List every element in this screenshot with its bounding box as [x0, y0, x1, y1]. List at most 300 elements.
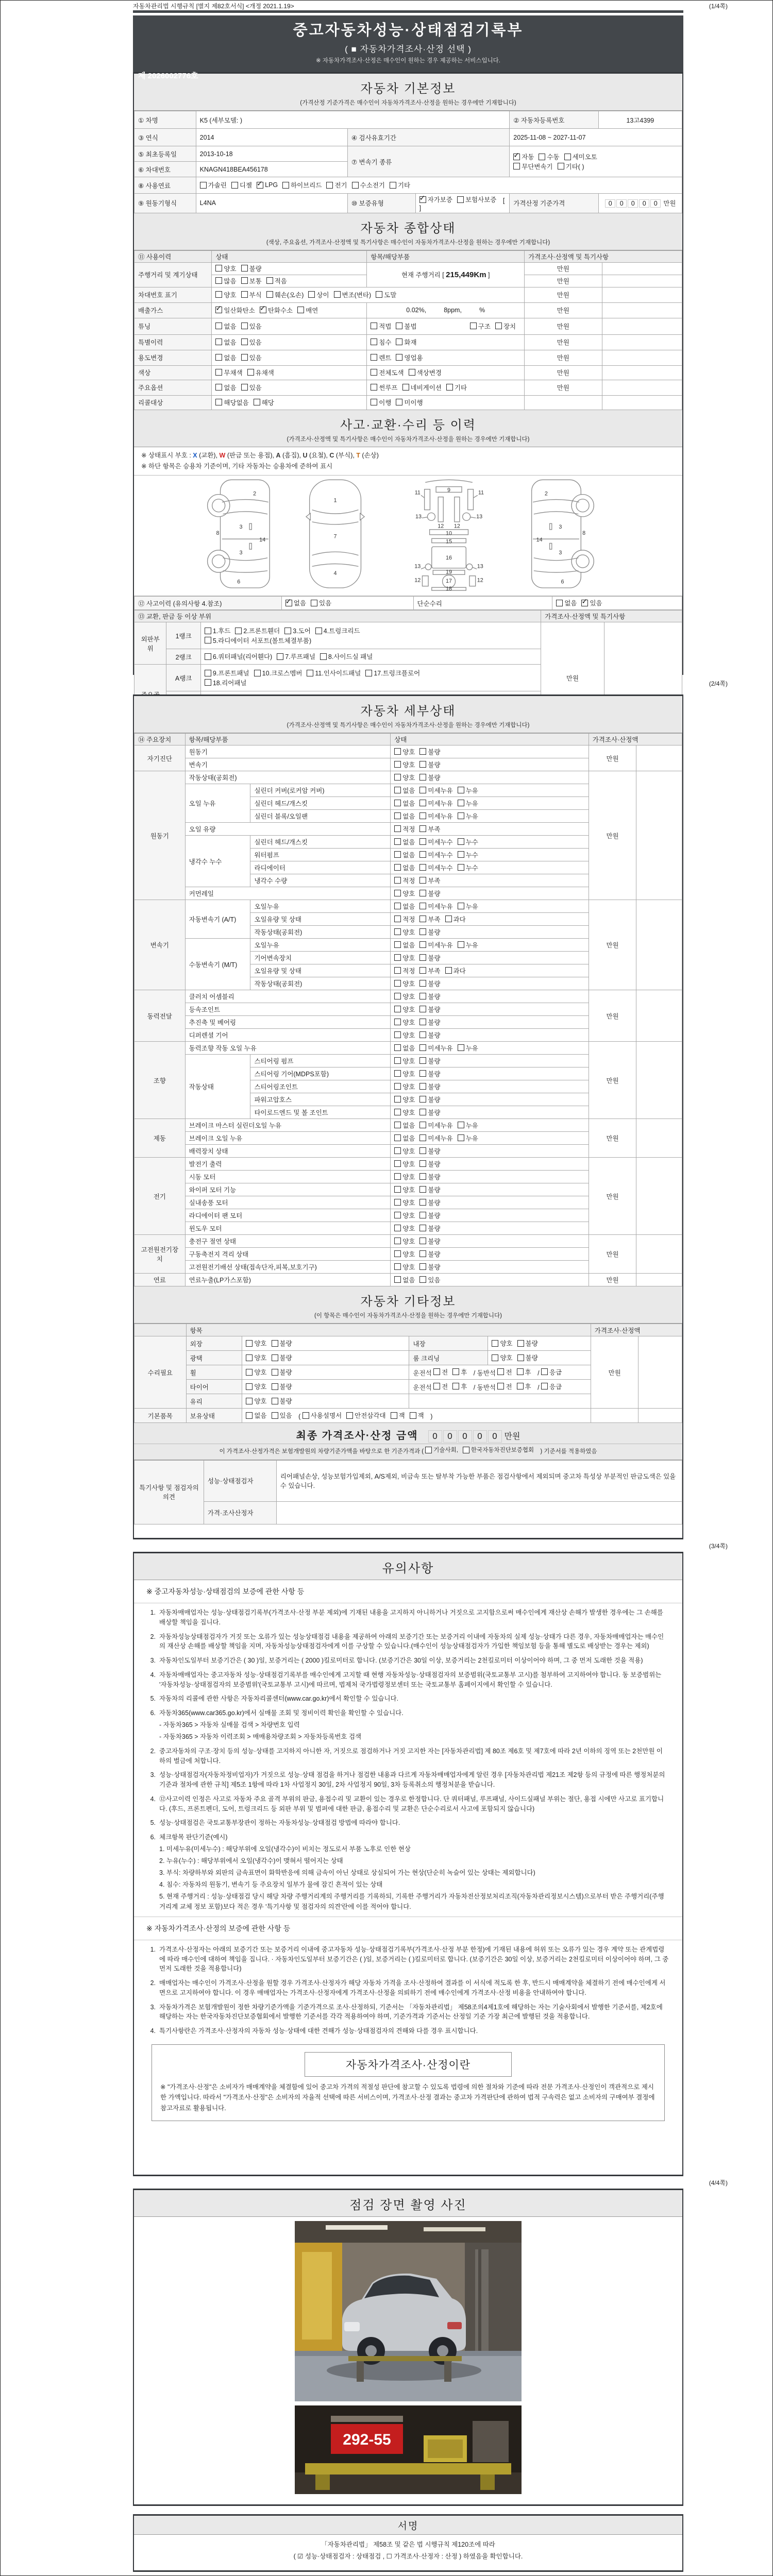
checkbox-label: 해당 [261, 399, 274, 406]
checkbox-option[interactable] [419, 902, 452, 911]
checkbox-option[interactable] [394, 850, 415, 859]
checkbox-option[interactable] [247, 368, 274, 377]
checkbox-option[interactable] [394, 1236, 415, 1246]
checkbox-option[interactable] [394, 1056, 415, 1065]
checkbox-option[interactable] [394, 1121, 415, 1130]
checkbox-option[interactable] [513, 152, 534, 161]
status-options [212, 365, 367, 380]
checkbox-option[interactable] [394, 1185, 415, 1194]
checkbox-option[interactable] [458, 837, 478, 846]
checkbox-option[interactable] [581, 598, 602, 607]
checkbox-option[interactable] [371, 383, 397, 392]
checkbox-icon [394, 825, 401, 832]
checkbox-icon [394, 1083, 401, 1090]
checkbox-option[interactable] [394, 1224, 415, 1233]
checkbox-option[interactable] [497, 1382, 512, 1391]
item-label: 타이어 [186, 1380, 242, 1394]
checkbox-option[interactable] [205, 626, 231, 635]
notice-item: 6. 자동차365(www.car365.go.kr)에서 실매물 조회 및 정비이력 확인을 확인할 수 있습니다. - 자동차365 > 자동차 실매물 검색 > 차량번호 입력 - 자동차365 > 자동차 이력조회 > 매매용차량조회 > 자동차등록번호 검색 [147, 1708, 669, 1742]
checkbox-option[interactable] [458, 1133, 478, 1143]
checkbox-option[interactable] [246, 1367, 266, 1377]
checkbox-option[interactable] [215, 337, 236, 347]
checkbox-icon [457, 196, 464, 203]
checkbox-icon [394, 774, 401, 781]
price-cell: 만원 [589, 745, 636, 771]
checkbox-option[interactable] [541, 1367, 562, 1377]
diagram-number: 1 [333, 497, 337, 504]
checkbox-icon [371, 323, 377, 329]
checkbox-option[interactable] [419, 1172, 440, 1181]
checkbox-option[interactable] [419, 1121, 452, 1130]
checkbox-option[interactable] [419, 1082, 440, 1091]
checkbox-option[interactable] [272, 1411, 292, 1420]
checkbox-option[interactable] [394, 1198, 415, 1207]
item-label: 실린더 커버(로커암 커버) [250, 784, 391, 797]
checkbox-option[interactable] [452, 1382, 467, 1391]
checkbox-option[interactable] [458, 1043, 478, 1053]
checkbox-icon [215, 384, 222, 391]
checkbox-option[interactable] [257, 181, 278, 189]
checkbox-option[interactable] [394, 1133, 415, 1143]
checkbox-option[interactable] [272, 1338, 292, 1348]
checkbox-option[interactable] [419, 940, 452, 950]
checkbox-option[interactable] [282, 180, 322, 190]
checkbox-option[interactable] [391, 1411, 405, 1420]
checkbox-option[interactable] [394, 811, 415, 821]
checkbox-option[interactable] [394, 1095, 415, 1104]
checkbox-icon [394, 1134, 401, 1141]
checkbox-icon [458, 800, 464, 806]
state-code-legend [134, 447, 682, 476]
engine-type-value: L4NA [196, 194, 347, 213]
checkbox-option[interactable] [419, 1056, 440, 1065]
checkbox-option[interactable] [394, 1069, 415, 1078]
checkbox-option[interactable] [419, 1236, 440, 1246]
checkbox-label: 있음 [249, 338, 262, 346]
checkbox-option[interactable] [394, 786, 415, 795]
checkbox-option[interactable] [517, 1338, 538, 1348]
checkbox-option[interactable] [419, 927, 440, 937]
checkbox-option[interactable] [390, 180, 410, 190]
remark-cell [602, 287, 682, 302]
item-label: 커먼레일 [185, 887, 391, 900]
checkbox-option[interactable] [458, 1121, 478, 1130]
checkbox-option[interactable] [394, 1159, 415, 1168]
checkbox-option[interactable] [246, 1338, 266, 1348]
item-label: 작동상태(공회전) [250, 926, 391, 939]
checkbox-option[interactable] [470, 321, 491, 331]
remark-cell [602, 350, 682, 365]
checkbox-option[interactable] [352, 180, 385, 190]
checkbox-option[interactable] [419, 1095, 440, 1104]
checkbox-option[interactable] [419, 850, 452, 859]
checkbox-icon [458, 838, 464, 845]
checkbox-option[interactable] [419, 953, 440, 962]
checkbox-option[interactable] [394, 1082, 415, 1091]
checkbox-icon [452, 1383, 459, 1389]
checkbox-option[interactable] [215, 321, 236, 331]
checkbox-option[interactable] [396, 398, 423, 407]
checkbox-option[interactable] [307, 668, 361, 677]
checkbox-label: 불량 [428, 1147, 441, 1155]
checkbox-option[interactable] [371, 321, 391, 331]
checkbox-option[interactable] [513, 162, 552, 171]
item-label: 라디에이터 [250, 861, 391, 874]
diagram-number: 2 [544, 490, 548, 497]
status-options [391, 1016, 589, 1029]
price-cell: 만원 [525, 287, 602, 302]
checkbox-option[interactable] [419, 1159, 440, 1168]
checkbox-option[interactable] [241, 290, 262, 299]
checkbox-icon [247, 369, 254, 376]
checkbox-option[interactable] [419, 1043, 452, 1053]
checkbox-option[interactable] [492, 1353, 512, 1362]
item-label: 오일누유 [250, 939, 391, 952]
checkbox-icon [419, 877, 426, 884]
simple-repair-options [552, 597, 682, 610]
checkbox-option[interactable] [394, 863, 415, 872]
checkbox-option[interactable] [539, 152, 559, 161]
checkbox-option[interactable] [396, 321, 416, 331]
checkbox-option[interactable] [241, 276, 262, 285]
checkbox-option[interactable] [492, 1338, 512, 1348]
checkbox-option[interactable] [246, 1382, 266, 1391]
checkbox-option[interactable] [394, 1172, 415, 1181]
checkbox-option[interactable] [376, 290, 396, 299]
status-options [391, 926, 589, 939]
checkbox-option[interactable] [419, 824, 440, 834]
checkbox-option[interactable] [235, 626, 280, 635]
checkbox-option[interactable] [402, 383, 442, 392]
checkbox-option[interactable] [241, 353, 262, 362]
checkbox-option[interactable] [419, 1069, 440, 1078]
checkbox-option[interactable] [445, 914, 466, 924]
checkbox-label: 7.루프패널 [285, 653, 315, 661]
checkbox-option[interactable] [458, 902, 478, 911]
checkbox-icon [445, 916, 452, 922]
checkbox-option[interactable] [394, 953, 415, 962]
checkbox-icon [246, 1398, 253, 1404]
remark-cell [602, 318, 682, 334]
status-options [212, 350, 367, 365]
checkbox-option[interactable] [246, 1353, 266, 1362]
checkbox-option[interactable] [458, 799, 478, 808]
checkbox-option[interactable] [517, 1382, 531, 1391]
checkbox-icon [497, 1368, 504, 1375]
checkbox-label: 불량 [279, 1398, 292, 1405]
checkbox-option[interactable] [246, 1411, 266, 1420]
checkbox-option[interactable] [394, 966, 415, 975]
checkbox-option[interactable] [394, 992, 415, 1001]
status-options [391, 952, 589, 964]
checkbox-option[interactable] [419, 992, 440, 1001]
checkbox-option[interactable] [419, 195, 452, 204]
checkbox-option[interactable] [556, 598, 577, 607]
checkbox-icon [308, 291, 315, 298]
checkbox-option[interactable] [205, 652, 272, 661]
checkbox-option[interactable] [394, 747, 415, 756]
checkbox-label: 해당없음 [224, 399, 249, 406]
signature-line-1: 「자동차관리법」 제58조 및 같은 법 시행규칙 제120조에 따라 [321, 2541, 495, 2548]
checkbox-option[interactable] [419, 1108, 440, 1117]
checkbox-option[interactable] [419, 811, 452, 821]
checkbox-option[interactable] [215, 276, 236, 285]
checkbox-option[interactable] [394, 902, 415, 911]
checkbox-option[interactable] [394, 1005, 415, 1014]
checkbox-option[interactable] [272, 1353, 292, 1362]
checkbox-option[interactable] [241, 337, 262, 347]
row-label: 특별이력 [135, 334, 212, 350]
checkbox-option[interactable] [458, 850, 478, 859]
checkbox-option[interactable] [320, 652, 373, 661]
checkbox-label: 양호 [402, 1083, 415, 1091]
checkbox-option[interactable] [394, 799, 415, 808]
checkbox-option[interactable] [419, 1198, 440, 1207]
checkbox-option[interactable] [241, 321, 262, 331]
checkbox-option[interactable] [394, 760, 415, 769]
checkbox-label: 불량 [428, 774, 441, 782]
checkbox-option[interactable] [394, 889, 415, 898]
checkbox-option[interactable] [241, 383, 262, 392]
checkbox-label: 없음 [402, 787, 415, 794]
checkbox-label: 6.쿼터패널(리어휀다) [212, 653, 273, 661]
checkbox-option[interactable] [285, 598, 306, 607]
status-options [212, 287, 525, 302]
checkbox-option[interactable] [419, 773, 440, 782]
checkbox-option[interactable] [215, 368, 242, 377]
checkbox-option[interactable] [394, 1043, 415, 1053]
checkbox-option[interactable] [446, 383, 467, 392]
checkbox-option[interactable] [396, 353, 423, 362]
checkbox-icon [390, 182, 396, 189]
checkbox-option[interactable] [394, 1262, 415, 1272]
checkbox-option[interactable] [419, 1005, 440, 1014]
checkbox-option[interactable] [215, 264, 236, 273]
checkbox-option[interactable] [371, 398, 391, 407]
checkbox-option[interactable] [266, 290, 304, 299]
checkbox-option[interactable] [558, 162, 584, 171]
checkbox-option[interactable] [419, 799, 452, 808]
checkbox-option[interactable] [394, 1146, 415, 1156]
checkbox-option[interactable] [394, 1018, 415, 1027]
checkbox-option[interactable] [463, 1446, 534, 1454]
checkbox-option[interactable] [254, 668, 303, 677]
checkbox-option[interactable] [303, 1411, 342, 1420]
checkbox-option[interactable] [215, 383, 236, 392]
checkbox-option[interactable] [517, 1367, 531, 1377]
checkbox-option[interactable] [371, 337, 391, 347]
checkbox-option[interactable] [272, 1382, 292, 1391]
checkbox-option[interactable] [458, 811, 478, 821]
checkbox-option[interactable] [458, 863, 478, 872]
checkbox-option[interactable] [284, 626, 311, 635]
checkbox-option[interactable] [334, 290, 372, 299]
checkbox-option[interactable] [394, 1275, 415, 1284]
checkbox-icon [425, 1447, 432, 1453]
checkbox-option[interactable] [497, 1367, 512, 1377]
checkbox-option[interactable] [419, 1146, 440, 1156]
checkbox-option[interactable] [231, 180, 252, 190]
checkbox-option[interactable] [419, 1018, 440, 1027]
checkbox-option[interactable] [394, 1249, 415, 1259]
checkbox-option[interactable] [394, 927, 415, 937]
checkbox-option[interactable] [215, 306, 255, 315]
checkbox-option[interactable] [394, 876, 415, 885]
checkbox-option[interactable] [410, 1411, 424, 1420]
checkbox-option[interactable] [419, 1262, 440, 1272]
checkbox-option[interactable] [315, 626, 360, 635]
checkbox-label: 5.라디에이터 서포트(볼트체결부품) [212, 637, 312, 645]
checkbox-label: 누수 [465, 864, 478, 872]
status-options [242, 1336, 409, 1351]
checkbox-icon [517, 1383, 524, 1389]
checkbox-option[interactable] [419, 786, 452, 795]
checkbox-option[interactable] [419, 1030, 440, 1040]
item-label: 유리 [186, 1394, 242, 1409]
status-options [391, 1222, 589, 1235]
form-title-note: ※ 자동차가격조사·산정은 매수인이 원하는 경우 제공하는 서비스입니다. [316, 58, 500, 64]
diagram-number: 12 [414, 577, 421, 584]
checkbox-label: 없음 [402, 838, 415, 846]
checkbox-option[interactable] [409, 368, 442, 377]
checkbox-option[interactable] [394, 1030, 415, 1040]
final-price-label: 최종 가격조사·산정 금액 [296, 1430, 418, 1442]
checkbox-option[interactable] [396, 337, 416, 347]
price-cell: 만원 [589, 900, 636, 990]
price-cell: 만원 [525, 350, 602, 365]
checkbox-option[interactable] [246, 1396, 266, 1405]
checkbox-option[interactable] [241, 264, 262, 273]
checkbox-option[interactable] [365, 668, 420, 677]
checkbox-option[interactable] [272, 1367, 292, 1377]
checkbox-label: 있음 [249, 354, 262, 362]
checkbox-option[interactable] [254, 398, 274, 407]
checkbox-option[interactable] [394, 1108, 415, 1117]
diagram-number: 4 [333, 570, 337, 577]
item-label: 클러치 어셈블리 [185, 990, 391, 1003]
item-label: 실내송풍 모터 [185, 1196, 391, 1209]
checkbox-option[interactable] [419, 1133, 452, 1143]
checkbox-option[interactable] [272, 1396, 292, 1405]
checkbox-option[interactable] [419, 979, 440, 988]
checkbox-label: 적정 [402, 916, 415, 923]
checkbox-label: 양호 [224, 291, 237, 299]
checkbox-option[interactable] [458, 940, 478, 950]
notice-section [133, 1552, 683, 2176]
checkbox-option[interactable] [419, 747, 440, 756]
state-code-letter: A [276, 451, 281, 459]
panel-options [200, 649, 541, 665]
checkbox-option[interactable] [495, 321, 516, 331]
checkbox-option[interactable] [419, 1275, 440, 1284]
checkbox-option[interactable] [433, 1382, 448, 1391]
checkbox-label: 침수 [379, 338, 392, 346]
price-survey-info-body: ※ "가격조사·산정"은 소비자가 매매계약을 체결함에 있어 중고차 가격의 적절성 판단에 참고할 수 있도록 법령에 의한 절차와 기준에 따라 전문 가격조사·산정인이 객관적으로 제시한 가액입니다. 따라서 "가격조사·산정"은 소비자의 자율적 선택에 따른 서비스이며, 가격조사·산정 결과는 중고차 가격판단에 관하여 법적 구속력은 없고 소비자의 구매여부 결정에 참고자료로 활용됩니다. [160, 2083, 655, 2112]
checkbox-option[interactable] [394, 979, 415, 988]
checkbox-option[interactable] [564, 152, 597, 161]
checkbox-option[interactable] [419, 914, 440, 924]
checkbox-label: 없음 [402, 941, 415, 949]
checkbox-icon [215, 307, 222, 313]
item-label: 냉각수 수량 [250, 874, 391, 887]
col-header: 항목 [186, 1324, 591, 1336]
status-options [391, 1261, 589, 1274]
checkbox-option[interactable] [394, 837, 415, 846]
checkbox-option[interactable] [394, 1211, 415, 1220]
etc-info-table-wrap [134, 1324, 682, 1423]
checkbox-option[interactable] [394, 824, 415, 834]
checkbox-option[interactable] [266, 276, 287, 285]
checkbox-option[interactable] [419, 837, 452, 846]
checkbox-option[interactable] [326, 180, 347, 190]
checkbox-label: 네비게이션 [410, 384, 442, 392]
checkbox-option[interactable] [277, 652, 315, 661]
checkbox-option[interactable] [445, 966, 466, 975]
checkbox-option[interactable] [394, 940, 415, 950]
checkbox-option[interactable] [425, 1446, 458, 1454]
checkbox-option[interactable] [541, 1382, 562, 1391]
checkbox-option[interactable] [215, 290, 236, 299]
checkbox-option[interactable] [215, 398, 248, 407]
checkbox-option[interactable] [371, 353, 391, 362]
checkbox-option[interactable] [371, 368, 404, 377]
checkbox-option[interactable] [297, 306, 318, 315]
checkbox-option[interactable] [452, 1367, 467, 1377]
checkbox-label: 한국자동차진단보증협회 [470, 1447, 534, 1453]
checkbox-option[interactable] [260, 306, 293, 315]
checkbox-option[interactable] [517, 1353, 538, 1362]
checkbox-option[interactable] [433, 1367, 448, 1377]
checkbox-option[interactable] [419, 760, 440, 769]
checkbox-label: 영업용 [404, 354, 423, 362]
checkbox-option[interactable] [394, 773, 415, 782]
checkbox-label: 있음 [249, 323, 262, 330]
checkbox-icon [419, 1122, 426, 1128]
checkbox-option[interactable] [419, 1211, 440, 1220]
checkbox-option[interactable] [457, 195, 496, 204]
checkbox-icon [266, 277, 273, 284]
checkbox-icon [402, 384, 409, 391]
checkbox-icon [371, 338, 377, 345]
checkbox-option[interactable] [394, 914, 415, 924]
status-options [391, 977, 589, 990]
checkbox-option[interactable] [419, 1249, 440, 1259]
checkbox-label: 미세누유 [428, 1134, 453, 1142]
checkbox-label: 불량 [428, 954, 441, 962]
checkbox-option[interactable] [200, 180, 227, 190]
checkbox-option[interactable] [419, 966, 440, 975]
checkbox-option[interactable] [205, 668, 249, 677]
checkbox-option[interactable] [419, 876, 440, 885]
checkbox-option[interactable] [205, 636, 311, 645]
checkbox-label: 없음 [254, 1412, 267, 1420]
checkbox-option[interactable] [419, 889, 440, 898]
checkbox-option[interactable] [311, 598, 331, 607]
checkbox-option[interactable] [215, 353, 236, 362]
checkbox-option[interactable] [419, 863, 452, 872]
diagram-number: 13 [476, 514, 483, 520]
checkbox-option[interactable] [419, 1185, 440, 1194]
checkbox-icon [241, 384, 248, 391]
status-options [391, 1055, 589, 1067]
checkbox-option[interactable] [458, 786, 478, 795]
checkbox-option[interactable] [346, 1411, 385, 1420]
checkbox-label: 누수 [465, 851, 478, 859]
checkbox-icon [433, 1383, 440, 1389]
notice-item: 6. 체크항목 판단기준(예시) 1. 미세누유(미세누수) : 해당부위에 오일(냉각수)이 비치는 정도로서 부품 노후로 인한 현상 2. 누유(누수) : 해당부위에서 오일(냉각수)이 맺혀서 떨어지는 상태 3. 부식: 차량하부와 외판의 금속표면이 화학반응에 의해 금속이 아닌 상태로 상실되어 가는 현상(단순히 녹슬어 있는 상태는 제외합니다) 4. 침수: 자동차의 원동기, 변속기 등 주요장치 일부가 물에 잠긴 흔적이 있는 상태 5. 현재 주행거리 : 성능·상태점검 당시 해당 차량 주행거리계의 주행거리를 기록하되, 기록한 주행거리가 자동차전산정보처리조직(자동차관리정보시스템)으로부터 받은 주행거리(주행거리계 교체 정보 포함)보다 적은 경우 '특기사항 및 점검자의 의견'란에 이를 적어야 합니다. [147, 1833, 669, 1912]
checkbox-option[interactable] [308, 290, 329, 299]
checkbox-option[interactable] [419, 1224, 440, 1233]
